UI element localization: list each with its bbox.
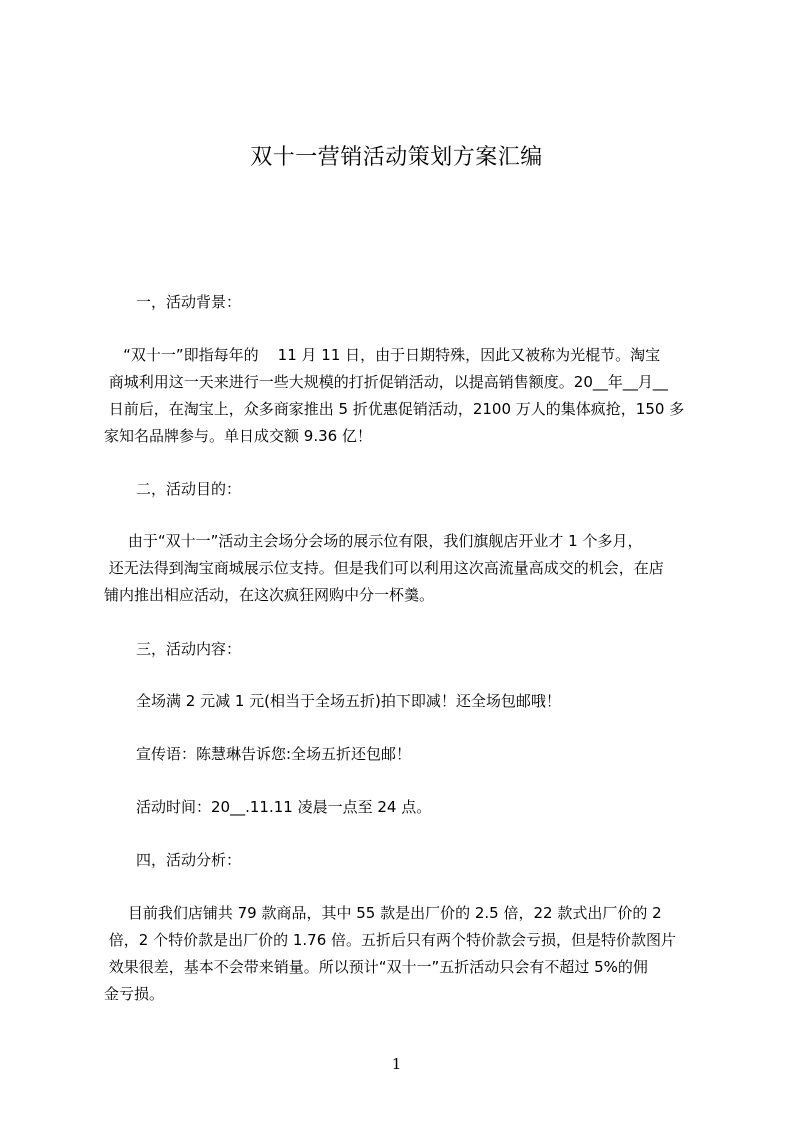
content-item-discount: 全场满 2 元减 1 元(相当于全场五折)拍下即减！还全场包邮哦！: [136, 692, 561, 710]
paragraph-line: 目前我们店铺共 79 款商品，其中 55 款是出厂价的 2.5 倍，22 款式出厂价的 2: [104, 904, 662, 922]
paragraph-line: 日前后，在淘宝上，众多商家推出 5 折优惠促销活动，2100 万人的集体疯抢，150 多: [104, 400, 685, 418]
document-title: 双十一营销活动策划方案汇编: [250, 145, 543, 170]
paragraph-line: 家知名品牌参与。单日成交额 9.36 亿！: [104, 427, 372, 445]
content-item-time: 活动时间：20__.11.11 凌晨一点至 24 点。: [136, 798, 432, 816]
page-number: 1: [391, 1055, 402, 1073]
section-heading-content: 三，活动内容：: [136, 640, 242, 658]
paragraph-line: 商城利用这一天来进行一些大规模的打折促销活动，以提高销售额度。20__年__月__: [104, 373, 668, 391]
paragraph-line: 还无法得到淘宝商城展示位支持。但是我们可以利用这次高流量高成交的机会，在店: [104, 559, 664, 577]
paragraph-line: 倍，2 个特价款是出厂价的 1.76 倍。五折后只有两个特价款会亏损，但是特价款图片: [104, 931, 677, 949]
section-heading-analysis: 四，活动分析：: [136, 851, 242, 869]
paragraph-line: 效果很差，基本不会带来销量。所以预计“双十一”五折活动只会有不超过 5%的佣: [104, 958, 648, 976]
paragraph-line: “双十一”即指每年的 11 月 11 日，由于日期特殊，因此又被称为光棍节。淘宝: [104, 346, 661, 364]
content-item-slogan: 宣传语：陈慧琳告诉您:全场五折还包邮！: [136, 745, 412, 763]
section-heading-background: 一，活动背景：: [136, 293, 242, 311]
paragraph-line: 由于“双十一”活动主会场分会场的展示位有限，我们旗舰店开业才 1 个多月，: [104, 532, 643, 550]
paragraph-line: 金亏损。: [104, 985, 165, 1003]
paragraph-line: 铺内推出相应活动，在这次疯狂网购中分一杯羹。: [104, 586, 435, 604]
section-heading-purpose: 二，活动目的：: [136, 480, 242, 498]
